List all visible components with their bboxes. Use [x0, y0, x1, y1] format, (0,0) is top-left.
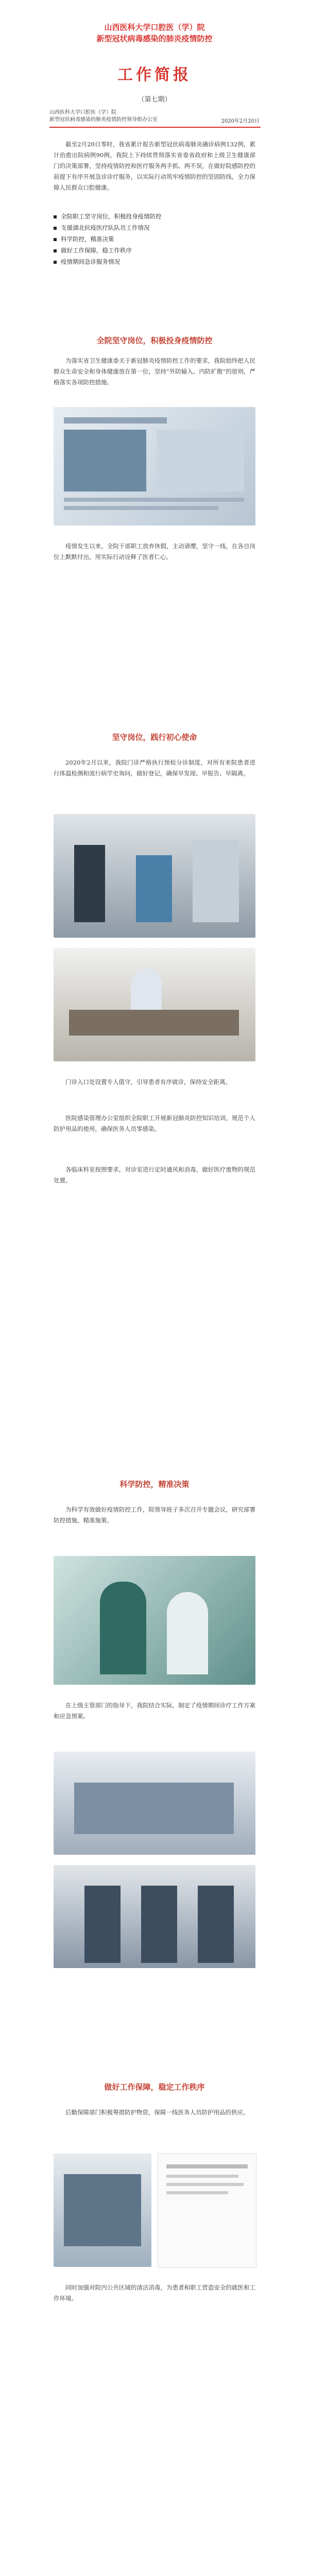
meta-office: 新型冠状病毒感染的肺炎疫情防控领导组办公室 [49, 117, 158, 123]
body-paragraph: 各临床科室按照要求，对诊室进行定时通风和消毒，做好医疗废物的规范处置。 [54, 1166, 255, 1184]
intro-paragraph: 截至2月20日零时，我省累计报告新型冠状病毒肺炎确诊病例132例，累计治愈出院病例90例。我院上下持续贯彻落实省委省政府和上级卫生健康部门的决策部署，坚持疫情防控和医疗服务两手抓、两不误，在做好院感防控的前提下有序开展急诊诊疗服务，以实际行动筑牢疫情防控的坚固防线，全力保障人民群众口腔健康。 [54, 141, 255, 191]
body-paragraph: 医院感染管理办公室组织全院职工开展新冠肺炎防控知识培训，规范个人防护用品的使用，确保医务人员零感染。 [54, 1114, 255, 1132]
photo-supplies-document [158, 2154, 256, 2268]
body-paragraph: 疫情发生以来，全院干部职工放弃休假，主动请缨，坚守一线，在各自岗位上默默付出，用实际行动诠释了医者仁心。 [54, 543, 255, 561]
header-divider [49, 127, 261, 128]
list-item: 支援湖北抗疫医疗队队员工作情况 [54, 223, 255, 233]
section-title: 科学防控，精准决策 [119, 1480, 190, 1489]
list-item: 科学防控，精准决策 [54, 234, 255, 245]
org-name-line1: 山西医科大学口腔医（学）院 [104, 23, 205, 32]
body-paragraph: 2020年2月以来，我院门诊严格执行预检分诊制度，对所有来院患者进行体温检测和流行病学史询问，做好登记，确保早发现、早报告、早隔离。 [54, 759, 255, 777]
body-paragraph: 为科学有效做好疫情防控工作，院领导班子多次召开专题会议，研究部署防控措施，精准施策。 [54, 1506, 255, 1524]
photo-triage-desk [54, 948, 255, 1061]
photo-supplies-left [54, 2154, 151, 2267]
news-screenshot-image [54, 407, 255, 526]
section-title: 全院坚守岗位，积极投身疫情防控 [96, 336, 213, 345]
section-title: 做好工作保障，稳定工作秩序 [104, 2082, 205, 2092]
photo-disinfection [54, 1865, 255, 1968]
bullet-icon [54, 227, 57, 230]
list-item: 疫情期间急诊服务情况 [54, 257, 255, 267]
bullet-icon [54, 261, 57, 264]
meta-org: 山西医科大学口腔医（学）院 [49, 110, 116, 115]
meta-date: 2020年2月20日 [221, 118, 260, 124]
list-item: 做好工作保障，稳工作秩序 [54, 245, 255, 256]
bullet-icon [54, 238, 57, 241]
section-title: 坚守岗位，践行初心使命 [112, 733, 197, 742]
list-item: 全院职工坚守岗位，积极投身疫情防控 [54, 211, 255, 222]
body-paragraph: 后勤保障部门积极筹措防护物资，保障一线医务人员防护用品的供应。 [65, 2109, 249, 2116]
body-paragraph: 同时加强对院内公共区域的清洁消毒，为患者和职工营造安全的就医和工作环境。 [54, 2284, 255, 2302]
body-paragraph: 在上级主管部门的指导下，我院结合实际，制定了疫情期间诊疗工作方案和应急预案。 [54, 1702, 255, 1720]
photo-training-session [54, 1752, 255, 1855]
bullet-icon [54, 215, 57, 218]
photo-medical-staff [54, 1556, 255, 1685]
org-name-line2: 新型冠状病毒感染的肺炎疫情防控 [96, 34, 213, 43]
body-paragraph: 门诊入口处设置专人值守，引导患者有序就诊，保持安全距离。 [65, 1078, 231, 1086]
bulletin-title: 工作简报 [117, 66, 192, 84]
bulletin-issue: （第七期） [138, 96, 171, 104]
body-paragraph: 为落实省卫生健康委关于新冠肺炎疫情防控工作的要求，我院始终把人民群众生命安全和身体健康放在第一位，坚持“外防输入、内防扩散”的原则，严格落实各项防控措施。 [54, 357, 255, 386]
photo-clinic-entrance [54, 814, 255, 938]
bullet-icon [54, 249, 57, 252]
